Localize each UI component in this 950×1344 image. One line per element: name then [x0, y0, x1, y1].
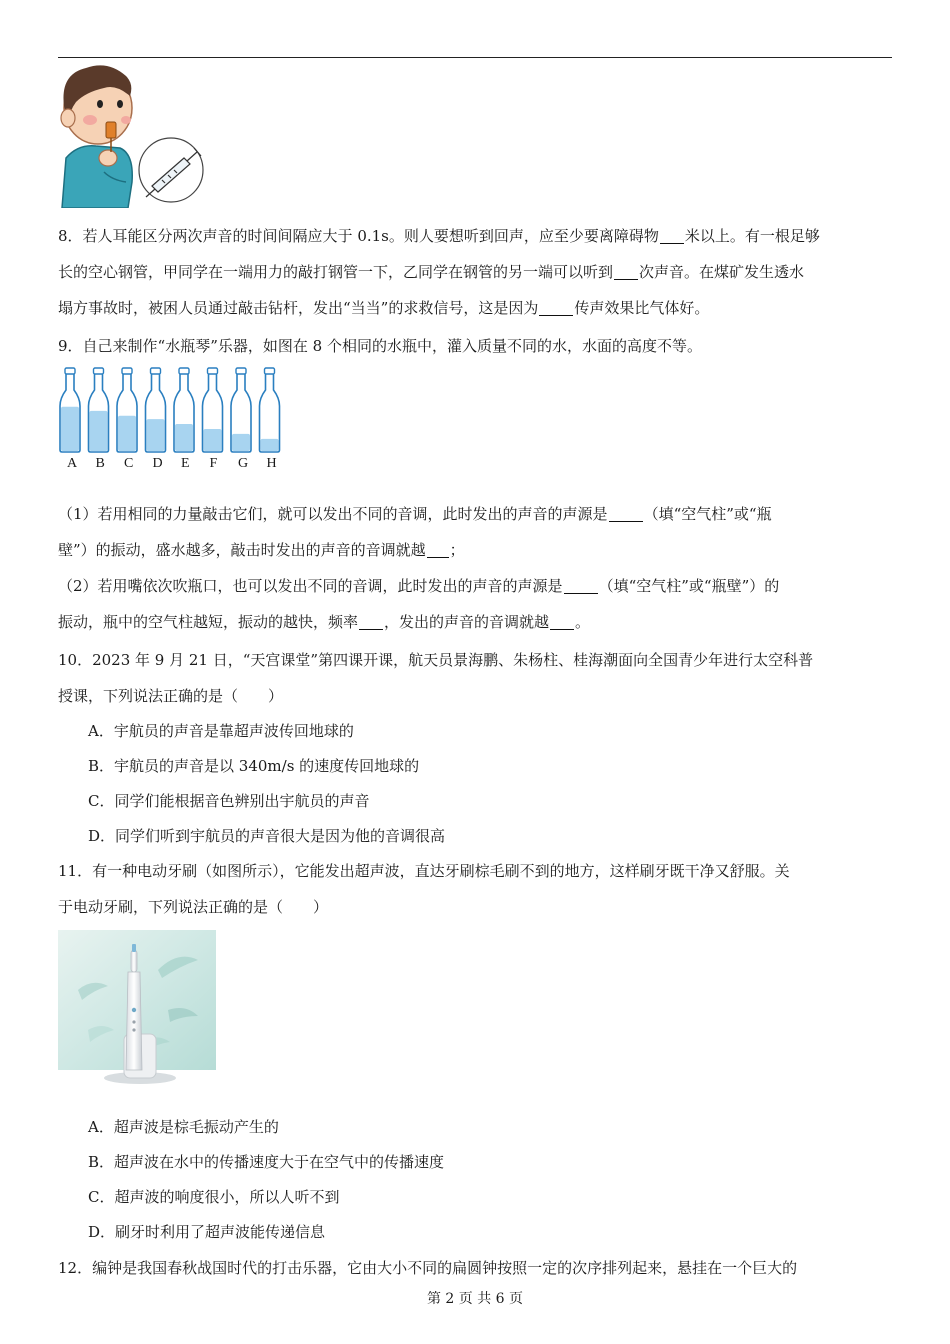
q10-stem-text: 10．2023 年 9 月 21 日，“天宫课堂”第四课开课，航天员景海鹏、朱杨柱、桂海潮面向全国青少年进行太空科普 [58, 651, 814, 669]
q11-stem-text: 11．有一种电动牙刷（如图所示），它能发出超声波，直达牙刷棕毛刷不到的地方，这样刷牙既干净又舒服。关 [58, 862, 790, 880]
bottle-mouth [236, 368, 246, 374]
bottle-labels [58, 456, 288, 474]
q9-text: 壁”）的振动，盛水越多，敲击时发出的声音的音调就越 [58, 541, 426, 559]
q8-text: 传声效果比气体好。 [574, 299, 710, 317]
q11-option-a: A．超声波是棕毛振动产生的 [88, 1118, 279, 1136]
q8-text: 米以上。有一根足够 [684, 227, 820, 245]
answer-blank [609, 505, 643, 522]
water-bottle-B [89, 368, 109, 452]
bottle-label-G: G [238, 456, 249, 471]
q10-stem-text: 授课，下列说法正确的是（ ） [58, 687, 284, 705]
q11-option-b: B．超声波在水中的传播速度大于在空气中的传播速度 [88, 1153, 445, 1171]
water-bottle-F [203, 368, 223, 452]
question-9-stem [58, 328, 894, 364]
q10-option-c: C．同学们能根据音色辨别出宇航员的声音 [88, 792, 370, 810]
q8-text: 次声音。在煤矿发生透水 [639, 263, 805, 281]
answer-blank [427, 541, 449, 558]
question-9-sub2 [58, 568, 894, 640]
answer-blank [359, 613, 383, 630]
bottle-mouth [151, 368, 161, 374]
water-level [204, 429, 222, 451]
q12-stem-text: 12．编钟是我国春秋战国时代的打击乐器，它由大小不同的扁圆钟按照一定的次序排列起来，悬挂在一个巨大的 [58, 1259, 798, 1277]
answer-blank [539, 299, 573, 316]
bottle-label-E: E [181, 456, 190, 471]
bottle-label-C: C [124, 456, 134, 471]
question-8 [58, 218, 894, 326]
q9-text: （2）若用嘴依次吹瓶口，也可以发出不同的音调，此时发出的声音的声源是 [58, 577, 563, 595]
q9-text: （填“空气柱”或“瓶 [643, 505, 772, 523]
water-bottles-figure [56, 366, 288, 456]
q8-text: 塌方事故时，被困人员通过敲击钻杆，发出“当当”的求救信号，这是因为 [58, 299, 539, 317]
q9-stem-text: 9．自己来制作“水瓶琴”乐器，如图在 8 个相同的水瓶中，灌入质量不同的水，水面的高度不等。 [58, 337, 702, 355]
question-12-stem [58, 1250, 894, 1286]
q11-stem-text: 于电动牙刷，下列说法正确的是（ ） [58, 898, 329, 916]
q9-text: （1）若用相同的力量敲击它们，就可以发出不同的音调，此时发出的声音的声源是 [58, 505, 608, 523]
answer-blank [564, 577, 598, 594]
answer-blank [550, 613, 574, 630]
water-bottle-H [260, 368, 280, 452]
bottle-label-A: A [67, 456, 78, 471]
water-level [261, 439, 279, 451]
bottle-mouth [122, 368, 132, 374]
electric-toothbrush-photo [58, 930, 216, 1088]
q10-option-d: D．同学们听到宇航员的声音很大是因为他的音调很高 [88, 827, 446, 845]
bottle-mouth [65, 368, 75, 374]
bottle-label-B: B [95, 456, 105, 471]
q11-option-d: D．刷牙时利用了超声波能传递信息 [88, 1223, 326, 1241]
q9-text: ； [449, 541, 465, 559]
q8-text: 8．若人耳能区分两次声音的时间间隔应大于 0.1s。则人要想听到回声，应至少要离障碍物 [58, 227, 659, 245]
q10-option-a: A．宇航员的声音是靠超声波传回地球的 [88, 722, 354, 740]
bottle-mouth [94, 368, 104, 374]
answer-blank [660, 227, 684, 244]
q11-option-c: C．超声波的响度很小，所以人听不到 [88, 1188, 340, 1206]
q9-text: ，发出的声音的音调就越 [384, 613, 550, 631]
boy-syringe-illustration [56, 62, 208, 208]
water-level [175, 424, 193, 451]
bottle-label-H: H [266, 456, 277, 471]
water-bottle-A [60, 368, 80, 452]
water-level [61, 407, 79, 451]
q9-text: （填“空气柱”或“瓶壁”）的 [598, 577, 780, 595]
bottle-mouth [265, 368, 275, 374]
water-bottle-G [231, 368, 251, 452]
water-bottle-E [174, 368, 194, 452]
water-bottle-D [146, 368, 166, 452]
water-level [118, 416, 136, 451]
bottle-mouth [179, 368, 189, 374]
water-level [147, 419, 165, 451]
q9-text: 振动，瓶中的空气柱越短，振动的越快，频率 [58, 613, 359, 631]
question-10-stem [58, 642, 894, 714]
water-level [90, 411, 108, 451]
bottle-mouth [208, 368, 218, 374]
bottle-label-F: F [209, 456, 218, 471]
page-footer: 第 2 页 共 6 页 [426, 1291, 524, 1307]
bottle-label-D: D [152, 456, 163, 471]
question-11-stem [58, 853, 894, 925]
header-rule [58, 57, 892, 58]
question-9-sub1 [58, 496, 894, 568]
answer-blank [614, 263, 638, 280]
q9-text: 。 [575, 613, 591, 631]
water-bottle-C [117, 368, 137, 452]
q10-option-b: B．宇航员的声音是以 340m/s 的速度传回地球的 [88, 757, 420, 775]
water-level [232, 434, 250, 451]
q8-text: 长的空心钢管，甲同学在一端用力的敲打钢管一下，乙同学在钢管的另一端可以听到 [58, 263, 614, 281]
